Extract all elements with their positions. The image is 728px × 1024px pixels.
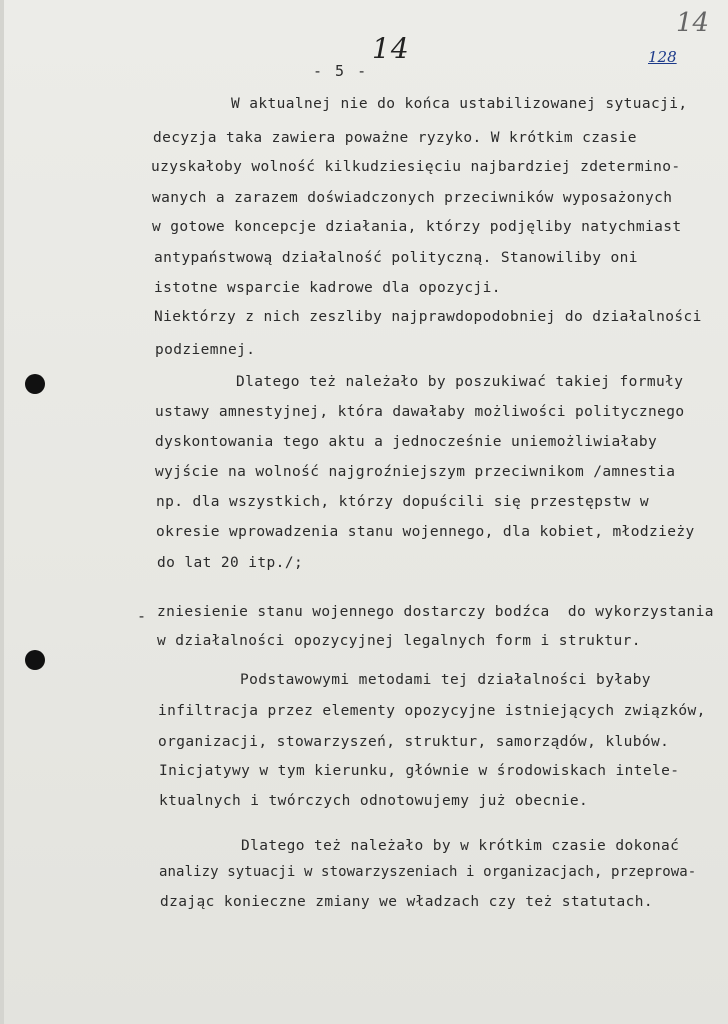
text-line: Niektórzy z nich zeszliby najprawdopodobniej do działalności [154,309,702,325]
text-line: zniesienie stanu wojennego dostarczy bodźca do wykorzystania [157,604,714,620]
text-line: decyzja taka zawiera poważne ryzyko. W krótkim czasie [153,130,637,146]
text-line: Inicjatywy w tym kierunku, głównie w środowiskach intele- [159,763,680,779]
page-number: - 5 - [313,62,369,80]
text-line: Dlatego też należało by poszukiwać takiej formuły [236,374,684,390]
list-bullet: - [137,607,147,625]
text-line: organizacji, stowarzyszeń, struktur, samorządów, klubów. [158,734,670,750]
text-line: wanych a zarazem doświadczonych przeciwników wyposażonych [152,190,673,206]
handwritten-folio: 14 [372,32,410,65]
text-line: np. dla wszystkich, którzy dopuścili się przestępstw w [156,494,650,510]
punch-hole-lower [25,650,45,670]
text-line: dzając konieczne zmiany we władzach czy też statutach. [160,894,654,910]
punch-hole-upper [25,374,45,394]
text-line: analizy sytuacji w stowarzyszeniach i organizacjach, przeprowa- [159,864,697,880]
text-line: istotne wsparcie kadrowe dla opozycji. [154,280,501,296]
text-line: Podstawowymi metodami tej działalności byłaby [240,672,651,688]
page-edge [0,0,4,1024]
text-line: podziemnej. [155,342,256,358]
text-line: ktualnych i twórczych odnotowujemy już obecnie. [159,793,589,809]
text-line: ustawy amnestyjnej, która dawałaby możliwości politycznego [155,404,685,420]
text-line: W aktualnej nie do końca ustabilizowanej sytuacji, [231,96,688,112]
text-line: do lat 20 itp./; [157,555,304,571]
corner-mark: 14 [676,8,710,38]
text-line: okresie wprowadzenia stanu wojennego, dla kobiet, młodzieży [156,524,695,540]
text-line: Dlatego też należało by w krótkim czasie dokonać [241,838,680,854]
text-line: w działalności opozycyjnej legalnych form i struktur. [157,633,641,649]
text-line: infiltracja przez elementy opozycyjne istniejących związków, [158,703,706,719]
text-line: w gotowe koncepcje działania, którzy podjęliby natychmiast [152,219,682,235]
archive-stamp-number: 128 [648,48,677,66]
text-line: wyjście na wolność najgroźniejszym przeciwnikom /amnestia [155,464,676,480]
text-line: uzyskałoby wolność kilkudziesięciu najbardziej zdetermino- [151,159,681,175]
text-line: dyskontowania tego aktu a jednocześnie uniemożliwiałaby [155,434,658,450]
text-line: antypaństwową działalność polityczną. Stanowiliby oni [154,250,638,266]
